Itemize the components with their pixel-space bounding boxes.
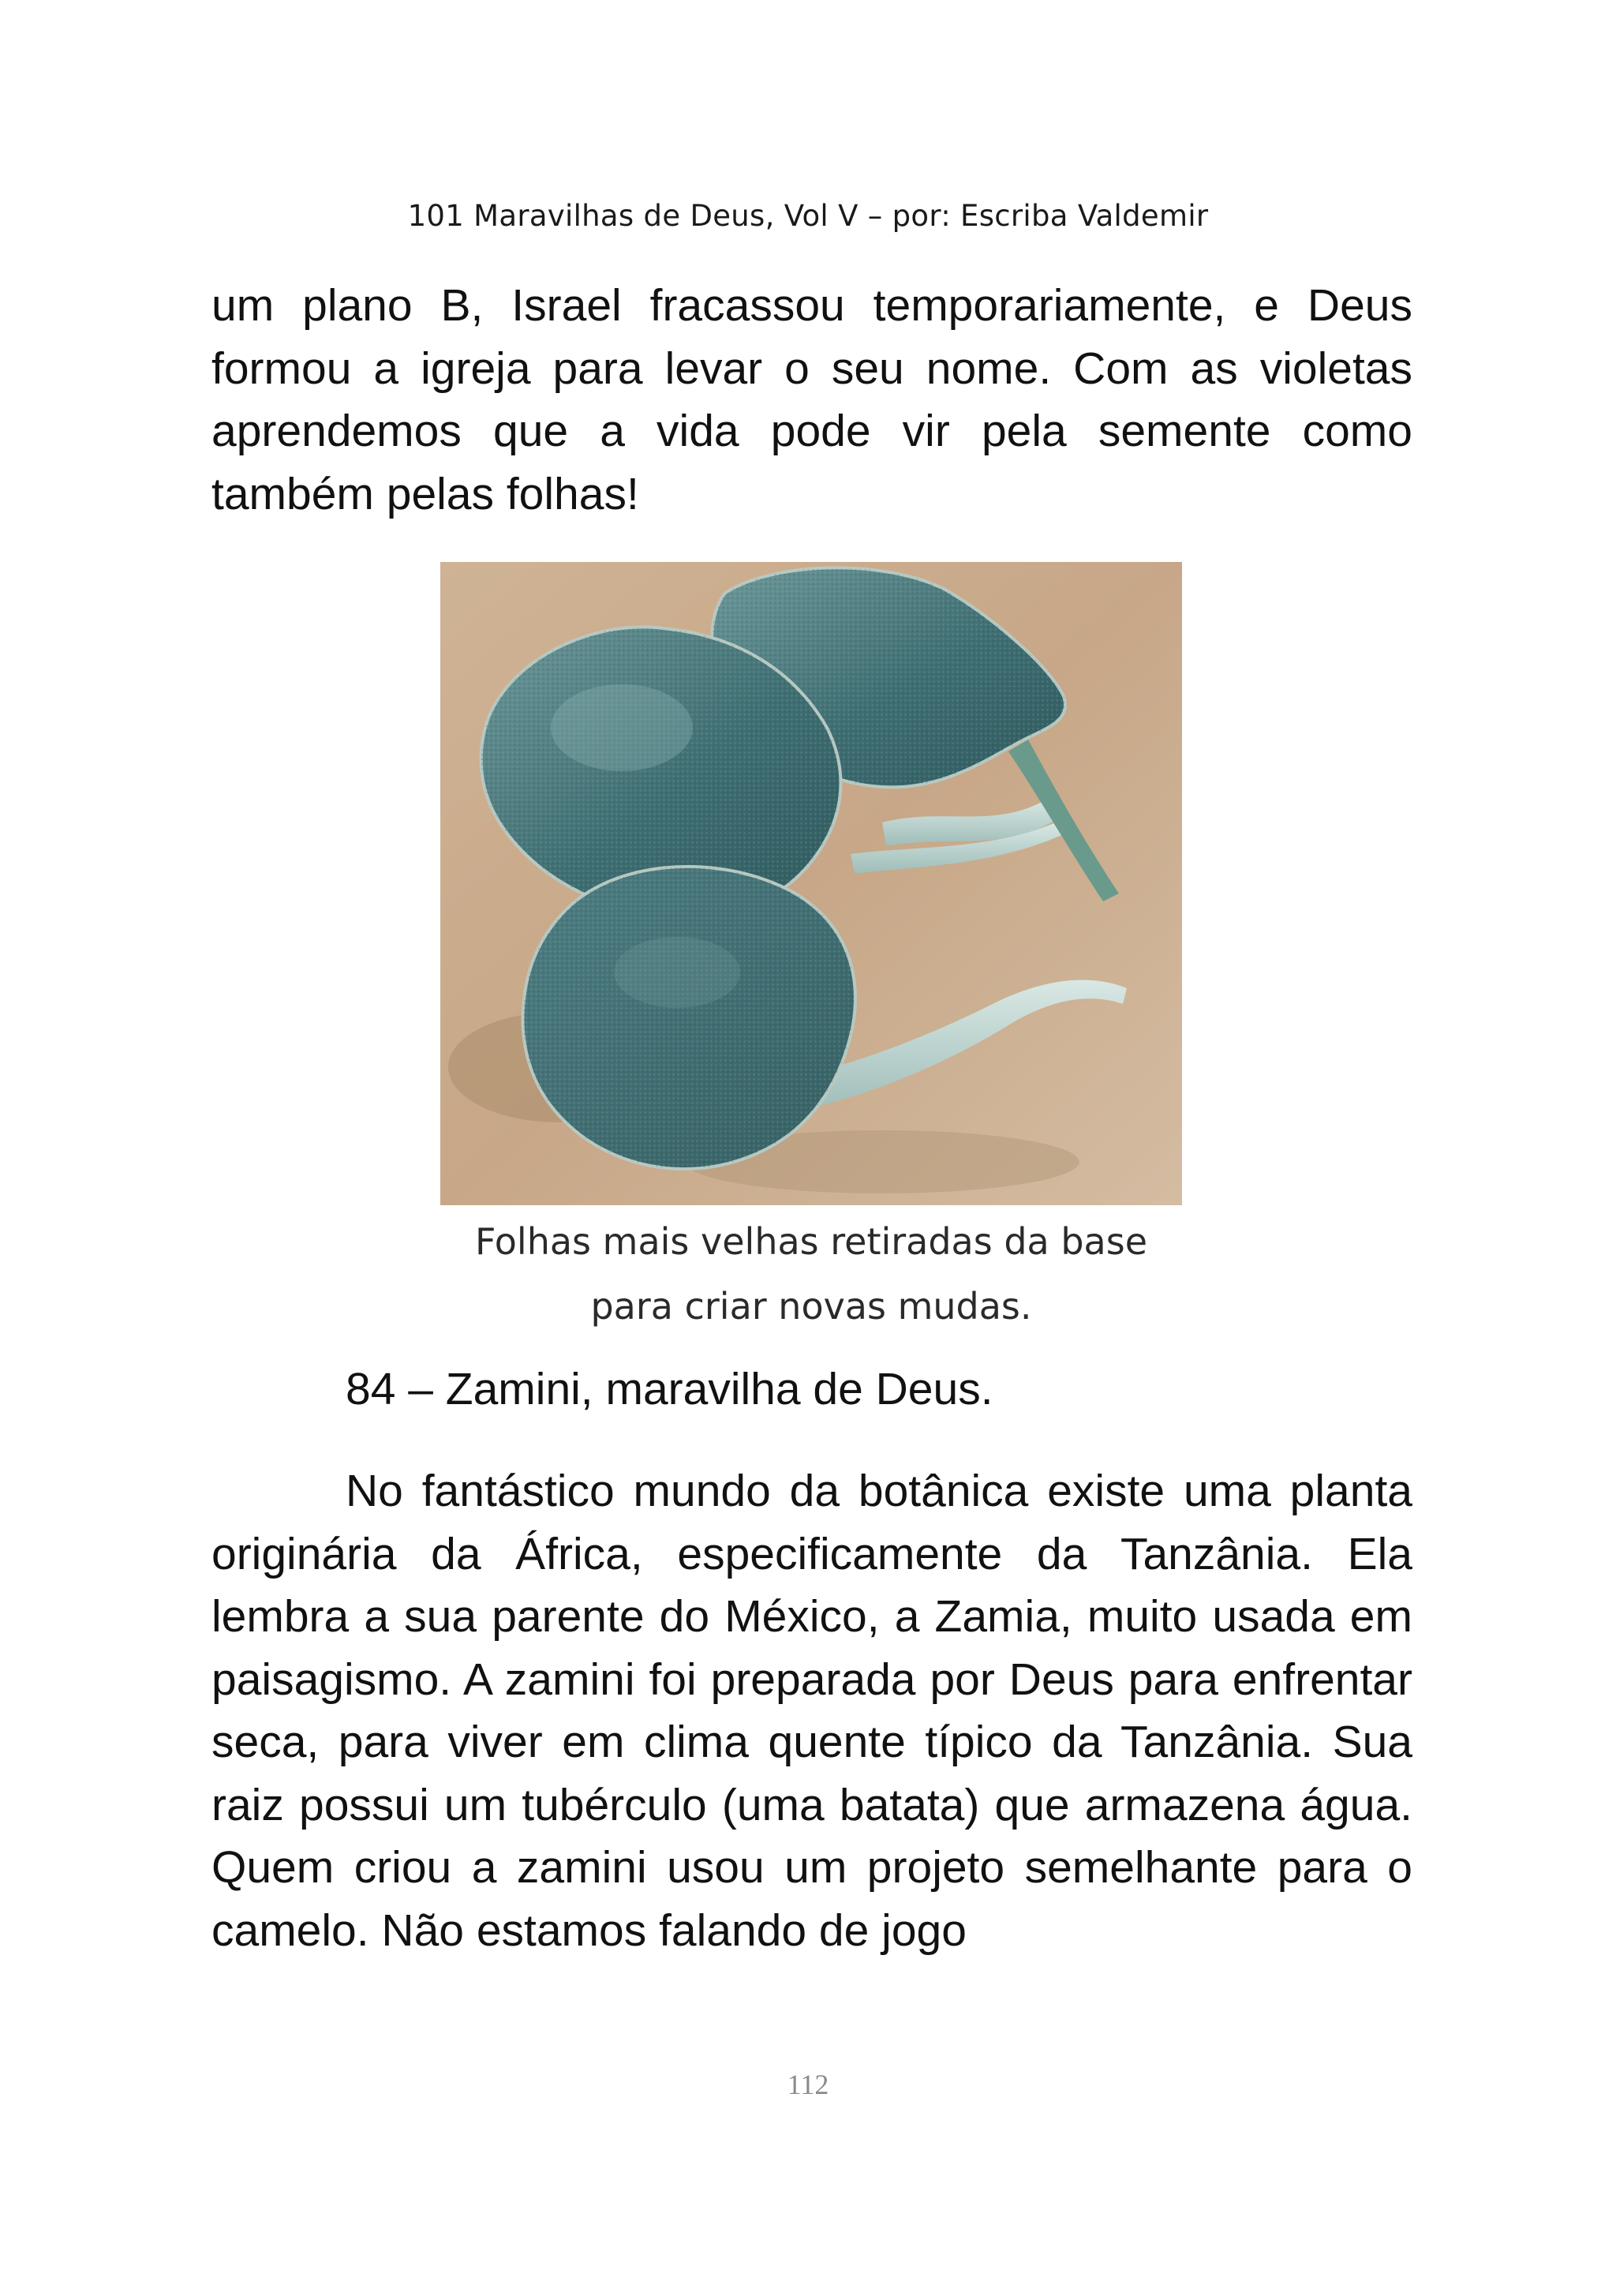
page-number: 112 [787, 2069, 829, 2100]
running-header: 101 Maravilhas de Deus, Vol V – por: Escriba Valdemir [407, 199, 1209, 233]
paragraph-intro: um plano B, Israel fracassou temporariamente, e Deus formou a igreja para levar o seu nome. Com as violetas aprendemos que a vida pode vir pela semente como também pelas folhas! [211, 280, 1412, 519]
figure-violet-leaves [440, 562, 1182, 1351]
paragraph-zamini: No fantástico mundo da botânica existe uma planta originária da África, especificamente da Tanzânia. Ela lembra a sua parente do México, a Zamia, muito usada em paisagismo. A zamini foi preparada por Deus para enfrentar seca, para viver em clima quente típico da Tanzânia. Sua raiz possui um tubérculo (uma batata) que armazena água. Quem criou a zamini usou um projeto semelhante para o camelo. Não estamos falando de jogo [211, 1466, 1412, 1956]
section-heading: 84 – Zamini, maravilha de Deus. [346, 1364, 993, 1414]
violet-leaves-photo [440, 562, 1182, 1205]
figure-caption [440, 1209, 1182, 1339]
caption-line-2: para criar novas mudas. [590, 1285, 1032, 1328]
caption-line-1: Folhas mais velhas retiradas da base [474, 1220, 1148, 1263]
